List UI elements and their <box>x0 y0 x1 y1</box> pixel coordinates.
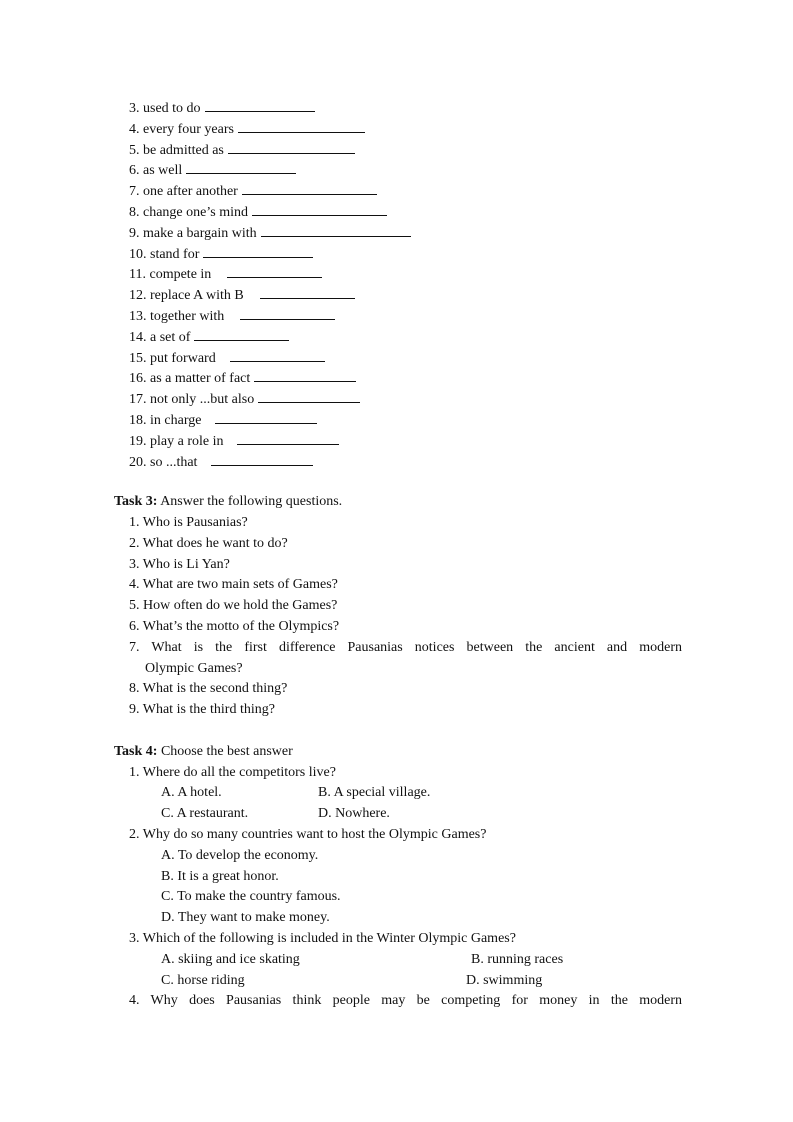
answer-blank[interactable] <box>227 263 322 278</box>
question-item: 6. What’s the motto of the Olympics? <box>129 619 340 634</box>
answer-blank[interactable] <box>252 201 387 216</box>
phrase-item: 7. one after another <box>129 180 377 200</box>
phrase-item: 19. play a role in <box>129 430 339 450</box>
phrase-item: 14. a set of <box>129 326 289 346</box>
mc-option[interactable]: A. skiing and ice skating <box>161 952 300 967</box>
answer-blank[interactable] <box>186 159 296 174</box>
phrase-item: 20. so ...that <box>129 451 313 471</box>
answer-blank[interactable] <box>230 347 325 362</box>
mc-option[interactable]: C. horse riding <box>161 973 245 988</box>
question-item: 1. Who is Pausanias? <box>129 515 248 530</box>
question-item: 5. How often do we hold the Games? <box>129 598 338 613</box>
mc-option[interactable]: A. To develop the economy. <box>161 848 319 863</box>
phrase-item: 6. as well <box>129 159 296 179</box>
phrase-item: 3. used to do <box>129 97 315 117</box>
phrase-item: 15. put forward <box>129 347 325 367</box>
answer-blank[interactable] <box>215 409 317 424</box>
mc-option[interactable]: D. They want to make money. <box>161 910 330 925</box>
mc-option[interactable]: C. To make the country famous. <box>161 889 341 904</box>
phrase-item: 8. change one’s mind <box>129 201 387 221</box>
task3-heading: Task 3: Answer the following questions. <box>114 494 343 509</box>
phrase-item: 18. in charge <box>129 409 317 429</box>
answer-blank[interactable] <box>194 326 289 341</box>
answer-blank[interactable] <box>237 430 339 445</box>
answer-blank[interactable] <box>254 367 356 382</box>
task4-heading: Task 4: Choose the best answer <box>114 744 293 759</box>
answer-blank[interactable] <box>242 180 377 195</box>
answer-blank[interactable] <box>261 222 411 237</box>
mc-question-stem: 3. Which of the following is included in the Winter Olympic Games? <box>129 931 516 946</box>
mc-option[interactable]: A. A hotel. <box>161 785 222 800</box>
answer-blank[interactable] <box>240 305 335 320</box>
mc-option[interactable]: B. running races <box>471 952 564 967</box>
phrase-item: 4. every four years <box>129 118 365 138</box>
answer-blank[interactable] <box>258 388 360 403</box>
answer-blank[interactable] <box>211 451 313 466</box>
mc-question-stem: 2. Why do so many countries want to host the Olympic Games? <box>129 827 487 842</box>
mc-option[interactable]: D. Nowhere. <box>318 806 390 821</box>
mc-option[interactable]: C. A restaurant. <box>161 806 249 821</box>
question-item: 9. What is the third thing? <box>129 702 275 717</box>
answer-blank[interactable] <box>228 139 355 154</box>
question-item: 3. Who is Li Yan? <box>129 557 230 572</box>
mc-question-stem: 1. Where do all the competitors live? <box>129 765 336 780</box>
answer-blank[interactable] <box>205 97 315 112</box>
phrase-item: 11. compete in <box>129 263 322 283</box>
answer-blank[interactable] <box>260 284 355 299</box>
phrase-item: 12. replace A with B <box>129 284 355 304</box>
mc-option[interactable]: D. swimming <box>466 973 543 988</box>
mc-question-stem: 4. Why does Pausanias think people may be competing for money in the modern <box>129 993 682 1008</box>
phrase-item: 13. together with <box>129 305 335 325</box>
question-item: 8. What is the second thing? <box>129 681 288 696</box>
mc-option[interactable]: B. A special village. <box>318 785 431 800</box>
phrase-item: 16. as a matter of fact <box>129 367 356 387</box>
question-continuation: Olympic Games? <box>145 661 243 676</box>
phrase-item: 17. not only ...but also <box>129 388 360 408</box>
question-item: 2. What does he want to do? <box>129 536 288 551</box>
phrase-item: 10. stand for <box>129 243 313 263</box>
question-item: 4. What are two main sets of Games? <box>129 577 338 592</box>
phrase-item: 9. make a bargain with <box>129 222 411 242</box>
phrase-item: 5. be admitted as <box>129 139 355 159</box>
mc-option[interactable]: B. It is a great honor. <box>161 869 279 884</box>
question-item: 7. What is the first difference Pausanias notices between the ancient and modern <box>129 640 682 655</box>
answer-blank[interactable] <box>238 118 365 133</box>
answer-blank[interactable] <box>203 243 313 258</box>
